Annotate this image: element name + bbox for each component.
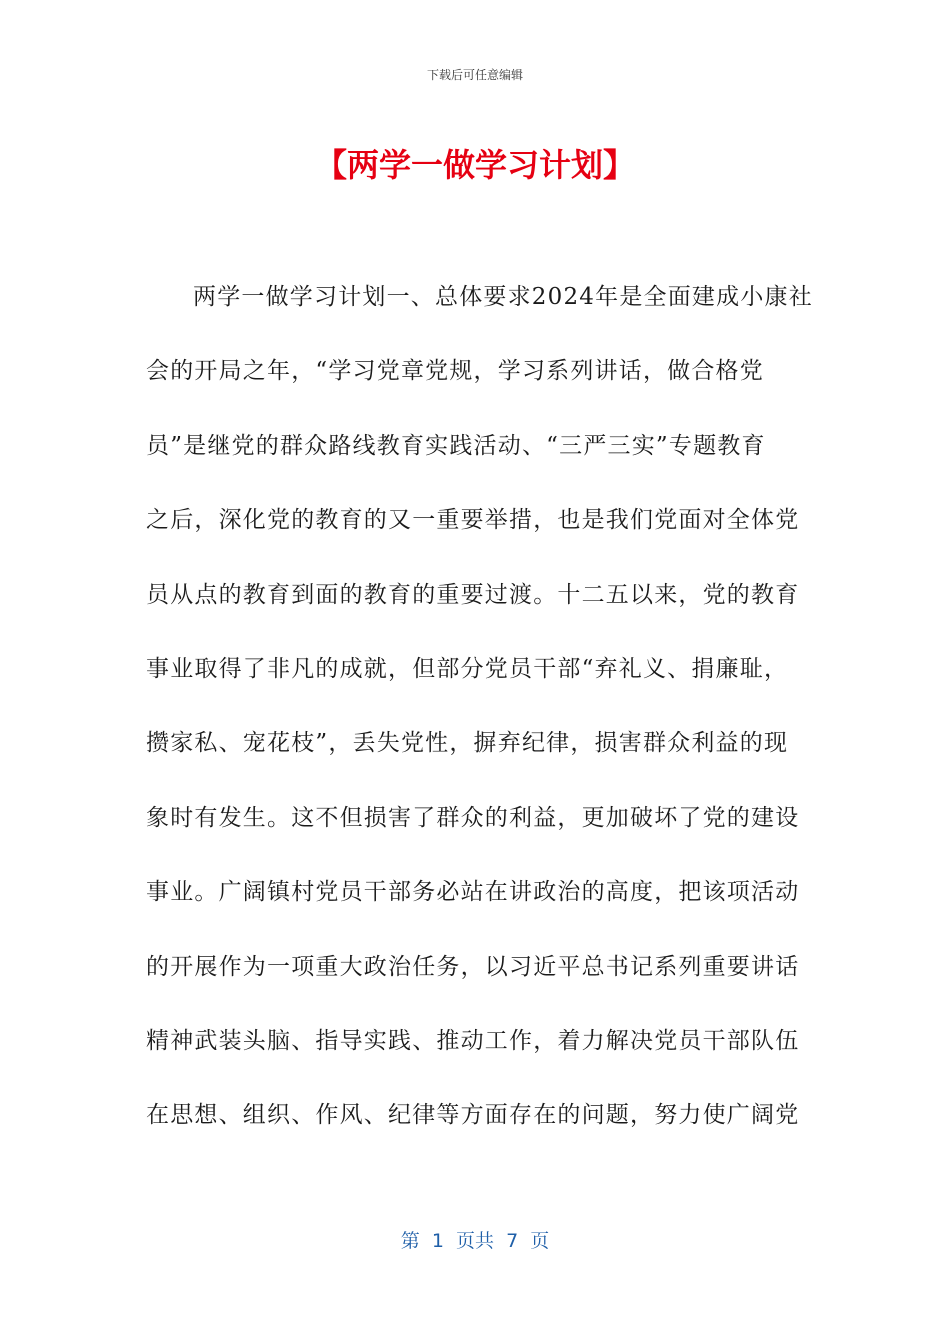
page-footer: 第 1 页共 7 页 <box>400 1230 550 1252</box>
body-line: 事业。广阔镇村党员干部务必站在讲政治的高度，把该项活动 <box>146 879 800 906</box>
body-line: 的开展作为一项重大政治任务，以习近平总书记系列重要讲话 <box>146 953 800 980</box>
body-line: 象时有发生。这不但损害了群众的利益，更加破坏了党的建设 <box>146 804 800 831</box>
body-line: 两学一做学习计划一、总体要求2024年是全面建成小康社 <box>193 284 813 310</box>
body-line: 在思想、组织、作风、纪律等方面存在的问题，努力使广阔党 <box>146 1102 800 1129</box>
body-line: 会的开局之年，“学习党章党规，学习系列讲话，做合格党 <box>146 358 764 385</box>
document-title: 【两学一做学习计划】 <box>314 146 635 184</box>
header-note: 下载后可任意编辑 <box>426 68 523 82</box>
body-line: 员从点的教育到面的教育的重要过渡。十二五以来，党的教育 <box>146 581 800 608</box>
body-text <box>146 272 813 1165</box>
body-line: 事业取得了非凡的成就，但部分党员干部“弃礼义、捐廉耻， <box>146 655 789 682</box>
body-line: 攒家私、宠花枝”，丢失党性，摒弃纪律，损害群众利益的现 <box>146 730 789 757</box>
body-line: 员”是继党的群众路线教育实践活动、“三严三实”专题教育 <box>146 432 766 459</box>
body-line: 之后，深化党的教育的又一重要举措，也是我们党面对全体党 <box>146 507 800 534</box>
body-line: 精神武装头脑、指导实践、推动工作，着力解决党员干部队伍 <box>146 1027 800 1054</box>
